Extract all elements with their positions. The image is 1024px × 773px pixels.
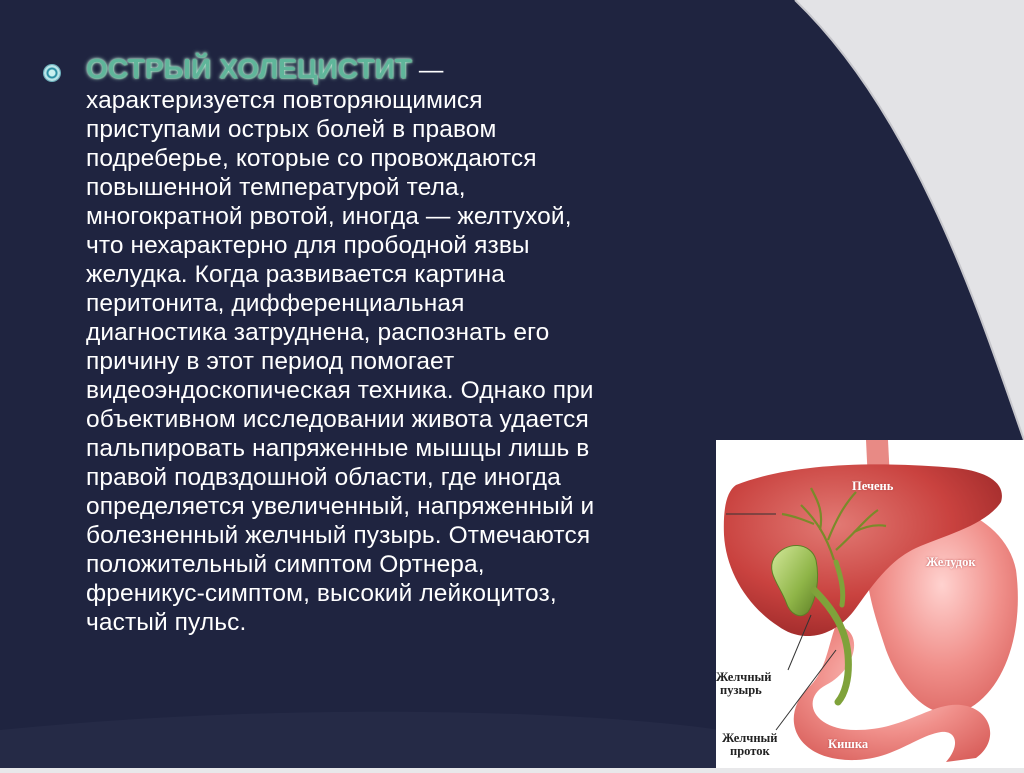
intestine-label: Кишка bbox=[828, 737, 869, 751]
gallbladder-label-line2: пузырь bbox=[720, 683, 762, 697]
body-line: болезненный желчный пузырь. Отмечаются bbox=[86, 522, 591, 549]
anatomy-figure bbox=[716, 440, 1024, 768]
body-line: повышенной температурой тела, bbox=[86, 174, 466, 201]
body-line: перитонита, дифференциальная bbox=[86, 290, 465, 317]
body-line: диагностика затруднена, распознать его bbox=[86, 319, 550, 346]
body-line: положительный симптом Ортнера, bbox=[86, 551, 485, 578]
body-line: пальпировать напряженные мышцы лишь в bbox=[86, 435, 590, 462]
bullet-text bbox=[86, 52, 594, 637]
gallbladder-label-line1: Желчный bbox=[716, 670, 772, 684]
body-line: характеризуется повторяющимися bbox=[86, 87, 483, 114]
liver-label: Печень bbox=[852, 479, 894, 493]
duct-label-line1: Желчный bbox=[722, 731, 778, 745]
body-line: видеоэндоскопическая техника. Однако при bbox=[86, 377, 594, 404]
body-line: причину в этот период помогает bbox=[86, 348, 455, 375]
heading-dash: — bbox=[418, 57, 444, 84]
bullet-icon bbox=[44, 65, 60, 81]
body-line: подреберье, которые со провождаются bbox=[86, 145, 537, 172]
bullet-item bbox=[44, 52, 724, 637]
stomach-label: Желудок bbox=[926, 555, 976, 569]
body-line: приступами острых болей в правом bbox=[86, 116, 497, 143]
body-line: определяется увеличенный, напряженный и bbox=[86, 493, 595, 520]
body-line: френикус-симптом, высокий лейкоцитоз, bbox=[86, 580, 557, 607]
duct-label-line2: проток bbox=[730, 744, 770, 758]
slide-heading: ОСТРЫЙ ХОЛЕЦИСТИТ bbox=[86, 53, 412, 84]
body-line: что нехарактерно для прободной язвы bbox=[86, 232, 530, 259]
body-line: правой подвздошной области, где иногда bbox=[86, 464, 561, 491]
body-line: объективном исследовании живота удается bbox=[86, 406, 589, 433]
body-line: желудка. Когда развивается картина bbox=[86, 261, 505, 288]
body-line: частый пульс. bbox=[86, 609, 247, 636]
body-line: многократной рвотой, иногда — желтухой, bbox=[86, 203, 572, 230]
slide-content bbox=[44, 52, 724, 637]
